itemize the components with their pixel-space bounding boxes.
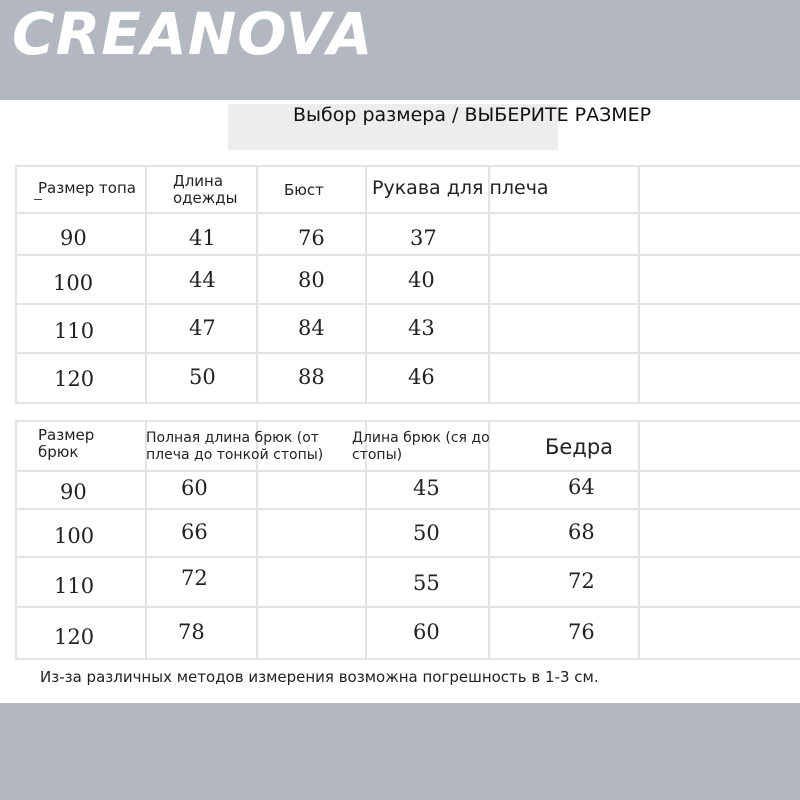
top-table-col-line	[365, 165, 367, 402]
top-row-1-length: 41	[189, 226, 216, 250]
header-mark	[34, 199, 42, 200]
top-row-2-size: 100	[53, 271, 94, 295]
top-table-row-line	[15, 352, 800, 354]
top-table-col-line	[256, 165, 258, 402]
pants-row-2-length: 50	[413, 521, 440, 545]
pants-table-row-line	[15, 420, 800, 422]
pants-row-2-hips: 68	[568, 520, 595, 544]
top-table-col-line	[145, 165, 147, 402]
pants-row-4-length: 60	[413, 620, 440, 644]
top-header-size: Размер топа	[38, 179, 136, 197]
top-table-col-line	[15, 165, 17, 402]
header-band	[0, 0, 800, 100]
top-table-row-line	[15, 254, 800, 256]
pants-row-4-full-length: 78	[178, 620, 205, 644]
top-row-1-sleeve: 37	[410, 226, 437, 250]
top-table-col-line	[488, 165, 490, 402]
top-row-4-bust: 88	[298, 365, 325, 389]
top-row-2-length: 44	[189, 268, 216, 292]
top-row-2-bust: 80	[298, 268, 325, 292]
pants-header-full-length: Полная длина брюк (от плеча до тонкой стопы)	[146, 430, 324, 463]
pants-table-row-line	[15, 606, 800, 608]
pants-row-2-size: 100	[54, 524, 95, 548]
pants-table-row-line	[15, 658, 800, 660]
pants-row-1-size: 90	[60, 480, 87, 504]
top-row-3-sleeve: 43	[408, 316, 435, 340]
pants-row-1-hips: 64	[568, 475, 595, 499]
top-table-col-line	[638, 165, 640, 402]
top-header-sleeve: Рукава для плеча	[372, 177, 549, 199]
top-row-3-length: 47	[189, 316, 216, 340]
pants-row-4-hips: 76	[568, 620, 595, 644]
top-row-4-size: 120	[54, 367, 95, 391]
top-row-3-bust: 84	[298, 316, 325, 340]
top-row-3-size: 110	[54, 319, 95, 343]
pants-table-col-line	[638, 420, 640, 658]
top-row-4-sleeve: 46	[408, 365, 435, 389]
pants-row-1-length: 45	[413, 476, 440, 500]
top-row-4-length: 50	[189, 365, 216, 389]
pants-row-4-size: 120	[54, 625, 95, 649]
measurement-note: Из-за различных методов измерения возможна погрешность в 1-3 см.	[40, 668, 599, 686]
pants-table-col-line	[15, 420, 17, 658]
top-header-bust: Бюст	[284, 181, 324, 199]
pants-header-length: Длина брюк (ся до стопы)	[352, 430, 490, 463]
pants-row-2-full-length: 66	[181, 520, 208, 544]
brand-logo: CREANOVA	[12, 0, 374, 68]
top-table-row-line	[15, 303, 800, 305]
pants-header-size: Размер брюк	[38, 426, 95, 461]
pants-table-row-line	[15, 508, 800, 510]
pants-row-1-full-length: 60	[181, 476, 208, 500]
pants-row-3-hips: 72	[568, 569, 595, 593]
top-row-2-sleeve: 40	[408, 268, 435, 292]
top-table-row-line	[15, 402, 800, 404]
pants-table-row-line	[15, 556, 800, 558]
pants-header-hips: Бедра	[545, 435, 614, 459]
pants-row-3-size: 110	[54, 574, 95, 598]
top-row-1-bust: 76	[298, 226, 325, 250]
top-row-1-size: 90	[60, 226, 87, 250]
top-header-length: Длина одежды	[173, 172, 238, 207]
pants-table-row-line	[15, 470, 800, 472]
pants-row-3-full-length: 72	[181, 566, 208, 590]
chart-title: Выбор размера / ВЫБЕРИТЕ РАЗМЕР	[293, 104, 652, 126]
top-table-row-line	[15, 212, 800, 214]
pants-row-3-length: 55	[413, 571, 440, 595]
top-table-row-line	[15, 165, 800, 167]
footer-band	[0, 703, 800, 800]
